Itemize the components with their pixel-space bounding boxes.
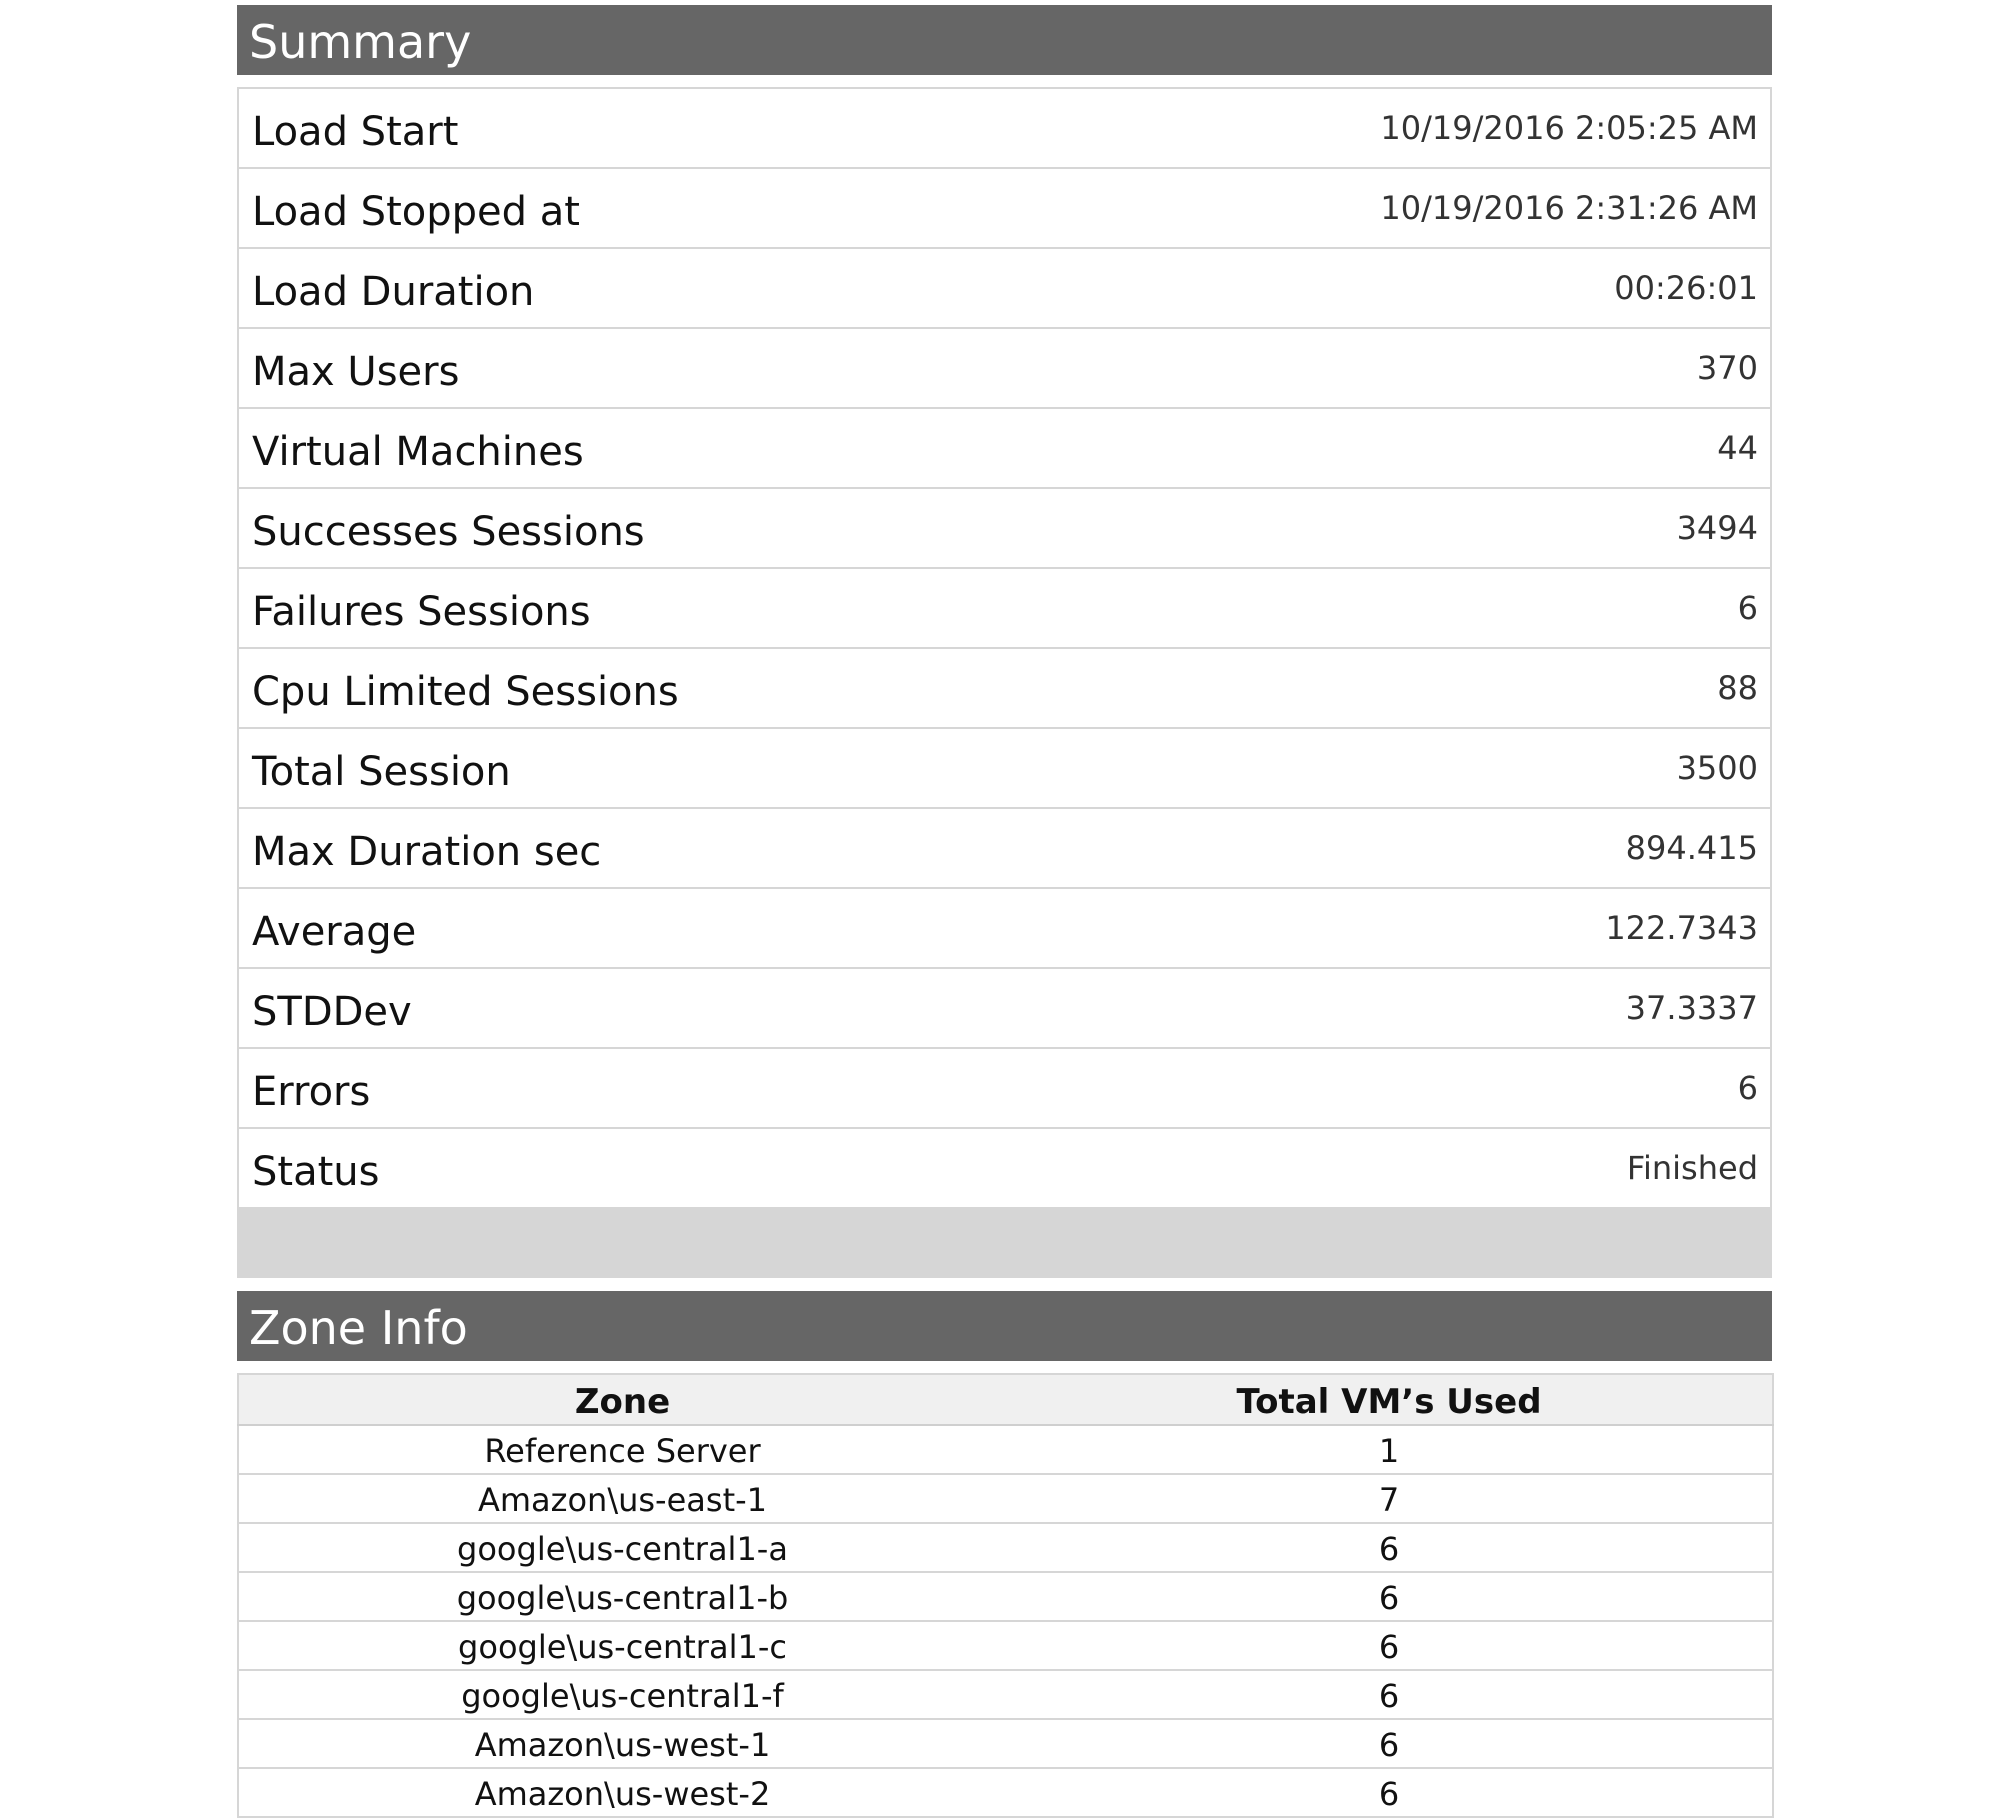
- zone-cell: Reference Server: [238, 1425, 1006, 1474]
- summary-value: 44: [1717, 429, 1758, 467]
- zone-cell: Amazon\us-east-1: [238, 1474, 1006, 1523]
- table-row: [238, 1474, 1773, 1523]
- summary-label: Cpu Limited Sessions: [252, 669, 679, 715]
- summary-row: [239, 1049, 1770, 1129]
- summary-label: Load Duration: [252, 269, 535, 315]
- summary-row: [239, 569, 1770, 649]
- summary-row: [239, 889, 1770, 969]
- vms-cell: 6: [1006, 1621, 1773, 1670]
- summary-label: Load Start: [252, 109, 459, 155]
- summary-row: [239, 249, 1770, 329]
- report-container: [237, 5, 1772, 1818]
- summary-value: 3494: [1676, 509, 1758, 547]
- vms-cell: 6: [1006, 1523, 1773, 1572]
- summary-value: 10/19/2016 2:31:26 AM: [1380, 189, 1758, 227]
- vms-cell: 7: [1006, 1474, 1773, 1523]
- summary-label: Failures Sessions: [252, 589, 591, 635]
- summary-value: 6: [1737, 589, 1758, 627]
- zone-cell: Amazon\us-west-2: [474, 1774, 771, 1813]
- summary-row: [239, 329, 1770, 409]
- summary-value: 370: [1696, 349, 1758, 387]
- summary-footer-bar: [237, 1209, 1772, 1278]
- summary-value: 6: [1737, 1069, 1758, 1107]
- column-header-total-vms: Total VM’s Used: [1006, 1374, 1773, 1425]
- summary-row: [239, 489, 1770, 569]
- column-header-zone: Zone: [238, 1374, 1006, 1425]
- zone-cell: Amazon\us-west-1: [238, 1719, 1006, 1768]
- summary-label: Total Session: [252, 749, 511, 795]
- zone-info-title: Zone Info: [249, 1301, 468, 1355]
- summary-row: [239, 89, 1770, 169]
- summary-table: [237, 87, 1772, 1209]
- summary-row: [239, 649, 1770, 729]
- zone-info-table: [237, 1373, 1774, 1818]
- table-row: [238, 1572, 1773, 1621]
- summary-row: [239, 1129, 1770, 1209]
- summary-value: 122.7343: [1605, 909, 1758, 947]
- table-row: [238, 1523, 1773, 1572]
- table-row: [238, 1425, 1773, 1474]
- zone-cell: google\us-central1-a: [238, 1523, 1006, 1572]
- summary-label: Average: [252, 909, 417, 955]
- table-row: [238, 1768, 1773, 1817]
- summary-title: Summary: [249, 15, 472, 69]
- summary-label: Successes Sessions: [252, 509, 645, 555]
- zone-table-header-row: [238, 1374, 1773, 1425]
- summary-value: 10/19/2016 2:05:25 AM: [1380, 109, 1758, 147]
- summary-row: [239, 809, 1770, 889]
- summary-value: 3500: [1676, 749, 1758, 787]
- table-row: [238, 1621, 1773, 1670]
- summary-label: Max Users: [252, 349, 460, 395]
- summary-row: [239, 169, 1770, 249]
- summary-row: [239, 729, 1770, 809]
- summary-value: 894.415: [1625, 829, 1758, 867]
- table-row: [238, 1719, 1773, 1768]
- vms-cell: 6: [1006, 1719, 1773, 1768]
- summary-label: Max Duration sec: [252, 829, 602, 875]
- zone-cell: google\us-central1-b: [238, 1572, 1006, 1621]
- status-value: Finished: [1626, 1149, 1758, 1187]
- summary-label: Errors: [252, 1069, 371, 1115]
- vms-cell: 6: [1006, 1572, 1773, 1621]
- summary-header: [237, 5, 1772, 75]
- vms-cell: 1: [1006, 1425, 1773, 1474]
- summary-label: Status: [252, 1149, 380, 1195]
- zone-info-header: [237, 1291, 1772, 1361]
- summary-label: Virtual Machines: [252, 429, 584, 475]
- summary-row: [239, 409, 1770, 489]
- vms-cell: 6: [1378, 1774, 1400, 1813]
- zone-cell: google\us-central1-f: [238, 1670, 1006, 1719]
- vms-cell: 6: [1006, 1670, 1773, 1719]
- summary-label: STDDev: [252, 989, 412, 1035]
- table-row: [238, 1670, 1773, 1719]
- summary-value: 37.3337: [1625, 989, 1758, 1027]
- summary-value: 88: [1717, 669, 1758, 707]
- summary-row: [239, 969, 1770, 1049]
- summary-value: 00:26:01: [1614, 269, 1758, 307]
- summary-label: Load Stopped at: [252, 189, 580, 235]
- zone-cell: google\us-central1-c: [238, 1621, 1006, 1670]
